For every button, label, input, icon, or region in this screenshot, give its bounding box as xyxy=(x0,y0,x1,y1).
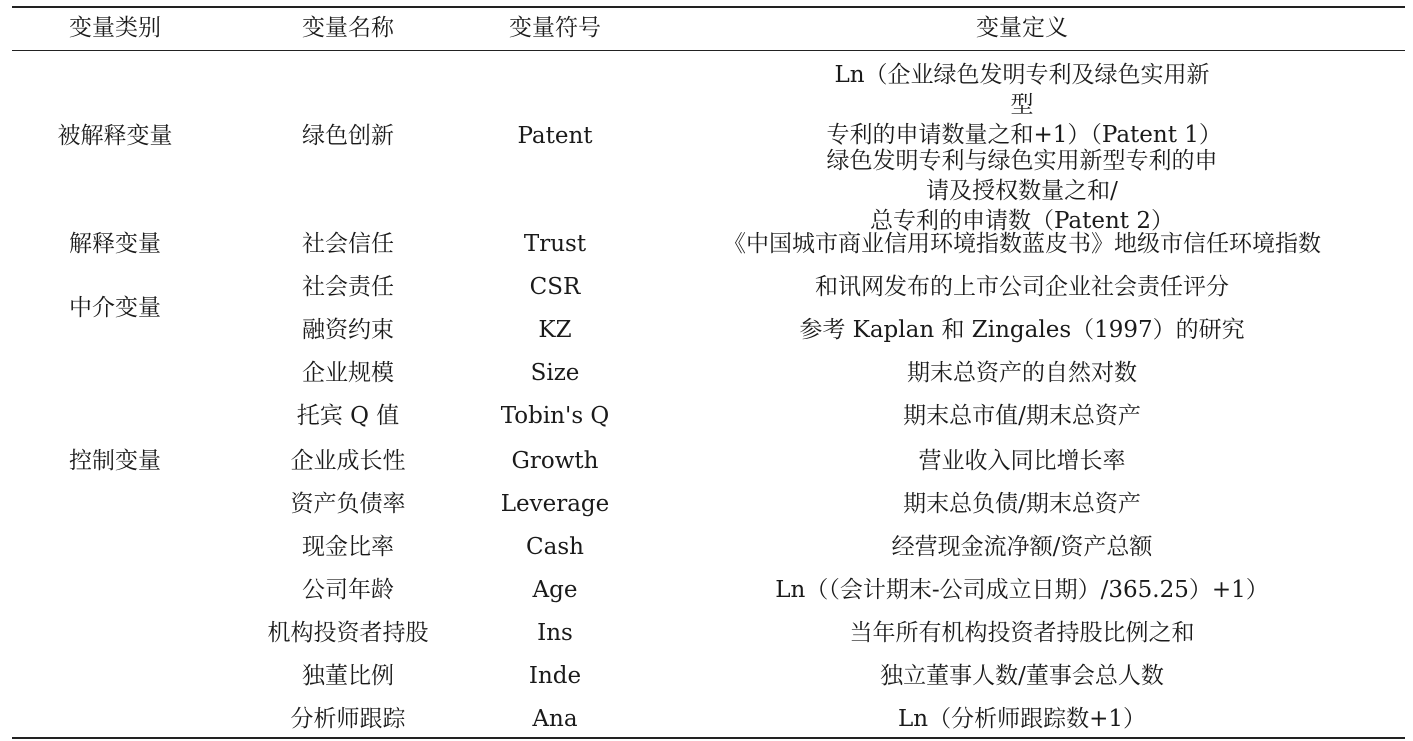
row-definition-patent-1 xyxy=(826,60,1222,150)
row-symbol: Ana xyxy=(532,706,578,732)
row-definition: Ln（（会计期末-公司成立日期）/365.25）+1） xyxy=(775,577,1269,603)
row-symbol: Tobin's Q xyxy=(500,403,610,429)
row-symbol: Ins xyxy=(537,620,573,646)
header-variable-symbol: 变量符号 xyxy=(509,15,601,41)
row-name: 公司年龄 xyxy=(302,577,394,603)
definition-line: Ln（企业绿色发明专利及绿色实用新型 xyxy=(834,62,1210,118)
row-symbol: Patent xyxy=(517,123,593,149)
row-name: 企业规模 xyxy=(302,360,394,386)
row-symbol: Leverage xyxy=(500,491,610,517)
row-symbol: CSR xyxy=(529,274,581,300)
row-name: 社会信任 xyxy=(302,231,394,257)
row-symbol: Growth xyxy=(511,448,599,474)
row-name: 企业成长性 xyxy=(290,448,406,474)
row-symbol: Size xyxy=(530,360,580,386)
category-mediator: 中介变量 xyxy=(69,295,161,321)
row-definition: 独立董事人数/董事会总人数 xyxy=(880,663,1164,689)
row-definition: Ln（分析师跟踪数+1） xyxy=(898,706,1146,732)
definition-line: 总专利的申请数（Patent 2） xyxy=(869,208,1174,234)
row-name: 绿色创新 xyxy=(302,123,394,149)
definition-line: 绿色发明专利与绿色实用新型专利的申请及授权数量之和/ xyxy=(826,148,1218,204)
header-variable-category: 变量类别 xyxy=(69,15,161,41)
row-definition-patent-2 xyxy=(827,146,1218,236)
row-name: 融资约束 xyxy=(302,317,394,343)
row-name: 机构投资者持股 xyxy=(267,620,429,646)
row-definition: 经营现金流净额/资产总额 xyxy=(891,534,1153,560)
category-explanatory: 解释变量 xyxy=(69,231,161,257)
row-name: 托宾 Q 值 xyxy=(296,403,400,429)
row-symbol: Cash xyxy=(526,534,584,560)
row-symbol: Inde xyxy=(528,663,582,689)
row-definition: 期末总资产的自然对数 xyxy=(907,360,1137,386)
row-definition: 期末总市值/期末总资产 xyxy=(903,403,1141,429)
row-definition: 当年所有机构投资者持股比例之和 xyxy=(849,620,1195,646)
category-control: 控制变量 xyxy=(69,448,161,474)
row-definition: 期末总负债/期末总资产 xyxy=(903,491,1141,517)
row-symbol: Age xyxy=(532,577,578,603)
row-name: 社会责任 xyxy=(302,274,394,300)
row-definition: 和讯网发布的上市公司企业社会责任评分 xyxy=(815,274,1229,300)
row-name: 分析师跟踪 xyxy=(290,706,406,732)
row-symbol: Trust xyxy=(523,231,587,257)
row-name: 独董比例 xyxy=(302,663,394,689)
row-name: 现金比率 xyxy=(302,534,394,560)
row-definition: 《中国城市商业信用环境指数蓝皮书》地级市信任环境指数 xyxy=(723,231,1321,257)
row-definition: 参考 Kaplan 和 Zingales（1997）的研究 xyxy=(799,317,1245,343)
table-bottom-rule xyxy=(12,737,1405,739)
row-definition: 营业收入同比增长率 xyxy=(918,448,1126,474)
header-variable-definition: 变量定义 xyxy=(976,15,1068,41)
header-variable-name: 变量名称 xyxy=(302,15,394,41)
row-name: 资产负债率 xyxy=(290,491,406,517)
table-header-rule xyxy=(12,50,1405,51)
table-top-rule xyxy=(12,6,1405,8)
category-explained: 被解释变量 xyxy=(57,123,173,149)
definition-line: 专利的申请数量之和+1）（Patent 1） xyxy=(826,122,1222,148)
row-symbol: KZ xyxy=(538,317,572,343)
